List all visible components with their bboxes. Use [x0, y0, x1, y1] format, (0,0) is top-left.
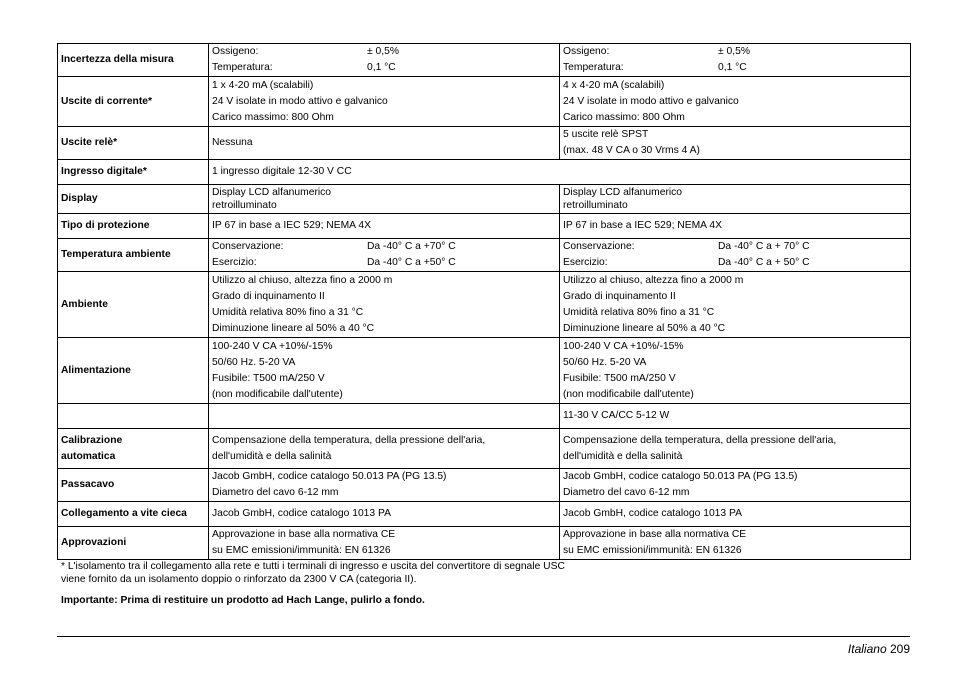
table-row: [58, 338, 911, 404]
value-line: Umidità relativa 80% fino a 31 °C: [563, 306, 715, 318]
value-line: (max. 48 V CA o 30 Vrms 4 A): [563, 145, 700, 156]
value-line: Carico massimo: 800 Ohm: [563, 111, 685, 123]
value-line: Diametro del cavo 6-12 mm: [212, 487, 339, 498]
specifications-table: [57, 43, 911, 560]
value-line: dell'umidità e della salinità: [212, 450, 332, 462]
value-line: retroilluminato: [212, 200, 277, 211]
row-label: Uscite relè*: [61, 137, 118, 148]
value-cell: [560, 502, 911, 527]
value-key: Ossigeno:: [212, 46, 259, 57]
value-cell: [560, 214, 911, 239]
row-label: Incertezza della misura: [61, 54, 174, 65]
key-value-line: [212, 255, 556, 271]
value-line: 5 uscite relè SPST: [563, 129, 649, 140]
value-cell: [560, 77, 911, 127]
value-line: dell'umidità e della salinità: [563, 450, 683, 462]
row-label: Uscite di corrente*: [61, 95, 152, 107]
value-line: retroilluminato: [563, 200, 628, 211]
value-cell: [209, 527, 560, 560]
value-cell: [560, 44, 911, 77]
footer-divider: [57, 636, 910, 637]
value-cell: [560, 527, 911, 560]
table-row: [58, 404, 911, 429]
value-cell: [209, 185, 560, 214]
footnote-line: viene fornito da un isolamento doppio o rinforzato da 2300 V CA (categoria II).: [61, 573, 417, 585]
key-value-line: [563, 60, 907, 76]
key-value-line: [212, 44, 556, 60]
table-row: [58, 127, 911, 160]
table-row: [58, 527, 911, 560]
page-footer: [848, 642, 910, 656]
value-line: 4 x 4-20 mA (scalabili): [563, 79, 665, 91]
value-line: 1 ingresso digitale 12-30 V CC: [212, 166, 352, 177]
value-text: 0,1 °C: [367, 62, 396, 73]
page-number: 209: [889, 642, 910, 656]
value-line: 100-240 V CA +10%/-15%: [563, 340, 684, 352]
key-value-line: [563, 44, 907, 60]
value-text: ± 0,5%: [718, 46, 750, 57]
row-label-cell: [58, 502, 209, 527]
value-cell: [560, 338, 911, 404]
value-line: Compensazione della temperatura, della pressione dell'aria,: [212, 434, 486, 446]
value-line: Grado di inquinamento II: [563, 290, 676, 302]
value-line: Display LCD alfanumerico: [212, 187, 332, 198]
value-line: Approvazione in base alla normativa CE: [563, 529, 747, 540]
value-cell: [209, 44, 560, 77]
value-line: Jacob GmbH, codice catalogo 1013 PA: [563, 508, 742, 519]
value-cell: [209, 160, 911, 185]
value-text: ± 0,5%: [367, 46, 399, 57]
value-line: su EMC emissioni/immunità: EN 61326: [212, 545, 391, 556]
value-cell: [560, 127, 911, 160]
table-row: [58, 77, 911, 127]
row-label-cell: [58, 185, 209, 214]
value-cell: [209, 127, 560, 160]
key-value-line: [212, 239, 556, 255]
value-line: su EMC emissioni/immunità: EN 61326: [563, 545, 742, 556]
row-label: Passacavo: [61, 479, 115, 490]
footnote: [61, 561, 565, 586]
row-label-cell: [58, 338, 209, 404]
value-line: 24 V isolate in modo attivo e galvanico: [563, 95, 739, 107]
row-label: Display: [61, 193, 98, 204]
row-label-cell: [58, 527, 209, 560]
table-row: [58, 502, 911, 527]
row-label: Approvazioni: [61, 537, 127, 548]
row-label-cell: [58, 44, 209, 77]
value-line: IP 67 in base a IEC 529; NEMA 4X: [563, 220, 722, 231]
row-label-cell: [58, 429, 209, 469]
value-line: Nessuna: [212, 137, 253, 148]
value-line: Jacob GmbH, codice catalogo 50.013 PA (PG 13.5): [563, 471, 798, 482]
row-label-cell: [58, 469, 209, 502]
value-line: Jacob GmbH, codice catalogo 50.013 PA (PG 13.5): [212, 471, 447, 482]
value-cell: [209, 239, 560, 272]
value-line: Grado di inquinamento II: [212, 290, 325, 302]
value-line: (non modificabile dall'utente): [563, 388, 694, 400]
row-label-cell: [58, 77, 209, 127]
value-line: Diminuzione lineare al 50% a 40 °C: [212, 322, 375, 334]
table-row: [58, 185, 911, 214]
value-line: 1 x 4-20 mA (scalabili): [212, 79, 314, 91]
value-line: 100-240 V CA +10%/-15%: [212, 340, 333, 352]
value-cell: [209, 502, 560, 527]
row-label-cell: [58, 272, 209, 338]
key-value-line: [563, 239, 907, 255]
value-cell: [560, 272, 911, 338]
row-label-cell: [58, 214, 209, 239]
row-label-cell: [58, 404, 209, 429]
value-line: 24 V isolate in modo attivo e galvanico: [212, 95, 388, 107]
value-cell: [560, 239, 911, 272]
value-key: Esercizio:: [212, 257, 257, 268]
value-line: IP 67 in base a IEC 529; NEMA 4X: [212, 220, 371, 231]
value-line: (non modificabile dall'utente): [212, 388, 343, 400]
value-line: Diminuzione lineare al 50% a 40 °C: [563, 322, 726, 334]
value-line: Fusibile: T500 mA/250 V: [563, 372, 676, 384]
value-line: Utilizzo al chiuso, altezza fino a 2000 m: [212, 274, 393, 286]
value-key: Temperatura:: [563, 62, 624, 73]
row-label: Ambiente: [61, 298, 108, 310]
value-cell: [209, 338, 560, 404]
value-line: Fusibile: T500 mA/250 V: [212, 372, 325, 384]
table-row: [58, 272, 911, 338]
value-text: Da -40° C a + 50° C: [718, 257, 810, 268]
value-cell: [209, 77, 560, 127]
value-line: 50/60 Hz. 5-20 VA: [563, 356, 647, 368]
row-label-cell: [58, 160, 209, 185]
row-label: Tipo di protezione: [61, 220, 150, 231]
value-text: Da -40° C a + 70° C: [718, 241, 810, 252]
value-key: Conservazione:: [212, 241, 284, 252]
value-cell: [560, 404, 911, 429]
important-notice: Importante: Prima di restituire un prodotto ad Hach Lange, pulirlo a fondo.: [61, 595, 425, 606]
value-cell: [209, 429, 560, 469]
value-cell: [209, 214, 560, 239]
row-label: Alimentazione: [61, 364, 131, 376]
value-text: Da -40° C a +70° C: [367, 241, 456, 252]
value-line: Approvazione in base alla normativa CE: [212, 529, 396, 540]
value-text: Da -40° C a +50° C: [367, 257, 456, 268]
value-line: 50/60 Hz. 5-20 VA: [212, 356, 296, 368]
value-cell: [560, 469, 911, 502]
value-line: Compensazione della temperatura, della pressione dell'aria,: [563, 434, 837, 446]
value-cell: [209, 469, 560, 502]
table-row: [58, 160, 911, 185]
table-row: [58, 214, 911, 239]
row-label: Ingresso digitale*: [61, 166, 147, 177]
value-text: 0,1 °C: [718, 62, 747, 73]
row-label-cell: [58, 127, 209, 160]
value-cell: [560, 185, 911, 214]
value-key: Conservazione:: [563, 241, 635, 252]
value-line: Utilizzo al chiuso, altezza fino a 2000 m: [563, 274, 744, 286]
footnote-line: * L'isolamento tra il collegamento alla rete e tutti i terminali di ingresso e uscita del convertitore di segnale USC: [61, 561, 565, 572]
row-label: automatica: [61, 450, 116, 462]
table-row: [58, 469, 911, 502]
footer-language: Italiano: [847, 642, 887, 656]
value-cell: [560, 429, 911, 469]
row-label-cell: [58, 239, 209, 272]
table-row: [58, 429, 911, 469]
table-row: [58, 44, 911, 77]
row-label: Calibrazione: [61, 434, 123, 446]
value-line: 11-30 V CA/CC 5-12 W: [563, 410, 670, 421]
key-value-line: [563, 255, 907, 271]
value-line: Display LCD alfanumerico: [563, 187, 683, 198]
key-value-line: [212, 60, 556, 76]
value-line: Carico massimo: 800 Ohm: [212, 111, 334, 123]
value-cell: [209, 404, 560, 429]
value-key: Esercizio:: [563, 257, 608, 268]
value-line: Jacob GmbH, codice catalogo 1013 PA: [212, 508, 391, 519]
value-line: Diametro del cavo 6-12 mm: [563, 487, 690, 498]
value-key: Temperatura:: [212, 62, 273, 73]
row-label: Temperatura ambiente: [61, 249, 171, 260]
value-key: Ossigeno:: [563, 46, 610, 57]
row-label: Collegamento a vite cieca: [61, 508, 187, 519]
table-row: [58, 239, 911, 272]
value-line: Umidità relativa 80% fino a 31 °C: [212, 306, 364, 318]
value-cell: [209, 272, 560, 338]
